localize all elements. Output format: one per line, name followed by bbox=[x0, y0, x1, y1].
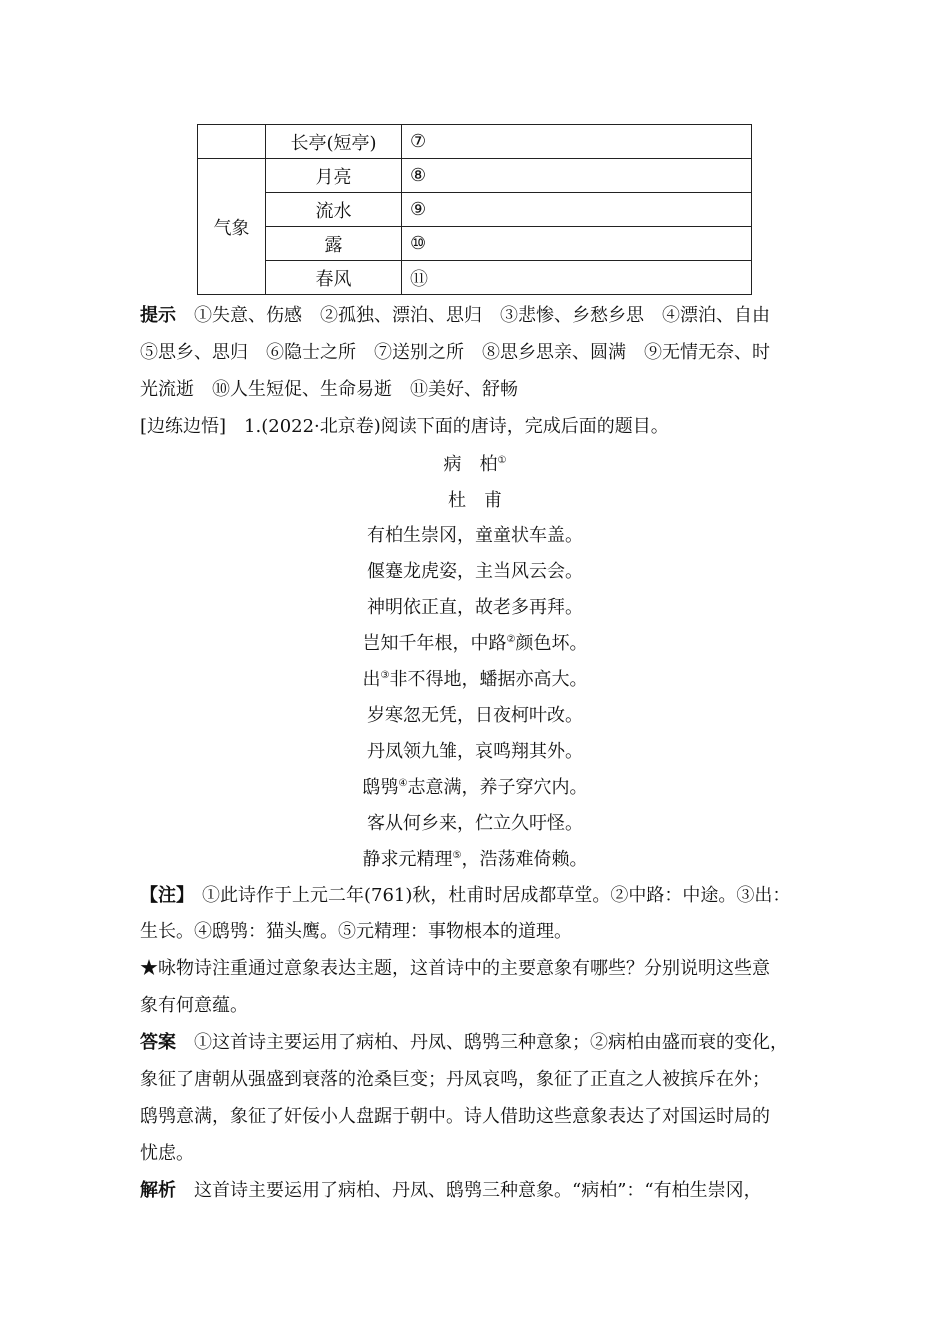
answer-line-4: 忧虑。 bbox=[140, 1143, 194, 1164]
hint-text: ①失意、伤感 ②孤独、漂泊、思归 ③悲惨、乡愁乡思 ④漂泊、自由 bbox=[194, 305, 770, 326]
hint-line-2: ⑤思乡、思归 ⑥隐士之所 ⑦送别之所 ⑧思乡思亲、圆满 ⑨无情无奈、时 bbox=[140, 342, 770, 363]
table-row bbox=[198, 159, 752, 193]
table-row bbox=[198, 193, 752, 227]
question-line-1: ★咏物诗注重通过意象表达主题，这首诗中的主要意象有哪些？分别说明这些意 bbox=[140, 958, 770, 979]
table-answer-cell: ⑨ bbox=[402, 193, 752, 227]
poem-line: 出③非不得地，蟠据亦高大。 bbox=[362, 669, 588, 690]
table-row bbox=[198, 261, 752, 295]
table-item-cell: 春风 bbox=[266, 261, 402, 295]
footnote-marker: ③ bbox=[380, 670, 390, 681]
poem-line: 静求元精理⑤，浩荡难倚赖。 bbox=[362, 849, 588, 870]
hint-label: 提示 bbox=[140, 305, 176, 326]
notes-label: 【注】 bbox=[140, 885, 194, 906]
answer-line-2: 象征了唐朝从强盛到衰落的沧桑巨变；丹凤哀鸣，象征了正直之人被摈斥在外； bbox=[140, 1069, 770, 1090]
poem-line: 岁寒忽无凭，日夜柯叶改。 bbox=[367, 705, 583, 726]
table-item-cell: 长亭(短亭) bbox=[266, 125, 402, 159]
poem-title bbox=[140, 447, 810, 483]
analysis-label: 解析 bbox=[140, 1180, 176, 1201]
poem-author: 杜 甫 bbox=[448, 490, 502, 511]
analysis-line-1: 解析 这首诗主要运用了病柏、丹凤、鸱鸮三种意象。“病柏”：“有柏生崇冈， bbox=[140, 1180, 762, 1201]
table-item-cell: 露 bbox=[266, 227, 402, 261]
imagery-table bbox=[197, 124, 752, 295]
hint-line-1 bbox=[140, 298, 830, 334]
footnote-marker: ② bbox=[506, 634, 516, 645]
table-answer-cell: ⑦ bbox=[402, 125, 752, 159]
exercise-text: 1.(2022·北京卷)阅读下面的唐诗，完成后面的题目。 bbox=[244, 416, 669, 437]
poem-title-note: ① bbox=[497, 455, 507, 466]
poem-title-text: 病 柏 bbox=[443, 454, 498, 475]
answer-line-1: 答案 ①这首诗主要运用了病柏、丹凤、鸱鸮三种意象；②病柏由盛而衰的变化， bbox=[140, 1032, 788, 1053]
poem-line: 有柏生崇冈，童童状车盖。 bbox=[367, 525, 583, 546]
poem-line: 岂知千年根，中路②颜色坏。 bbox=[362, 633, 588, 654]
poem-line: 鸱鸮④志意满，养子穿穴内。 bbox=[362, 777, 588, 798]
table-answer-cell: ⑪ bbox=[402, 261, 752, 295]
exercise-label: [边练边悟] bbox=[140, 416, 227, 437]
table-row bbox=[198, 227, 752, 261]
table-category-cell: 气象 bbox=[198, 159, 266, 295]
table-item-cell: 月亮 bbox=[266, 159, 402, 193]
notes-line-2: 生长。④鸱鸮：猫头鹰。⑤元精理：事物根本的道理。 bbox=[140, 921, 572, 942]
table-row bbox=[198, 125, 752, 159]
table-item-cell: 流水 bbox=[266, 193, 402, 227]
poem-line: 丹凤领九雏，哀鸣翔其外。 bbox=[367, 741, 583, 762]
table-answer-cell: ⑩ bbox=[402, 227, 752, 261]
notes-line-1: 【注】 ①此诗作于上元二年(761)秋，杜甫时居成都草堂。②中路：中途。③出： bbox=[140, 885, 791, 906]
question-line-2: 象有何意蕴。 bbox=[140, 995, 248, 1016]
poem-line: 客从何乡来，伫立久吁怪。 bbox=[367, 813, 583, 834]
poem-line: 偃蹇龙虎姿，主当风云会。 bbox=[367, 561, 583, 582]
footnote-marker: ⑤ bbox=[452, 850, 462, 861]
answer-line-3: 鸱鸮意满，象征了奸佞小人盘踞于朝中。诗人借助这些意象表达了对国运时局的 bbox=[140, 1106, 770, 1127]
footnote-marker: ④ bbox=[398, 778, 408, 789]
hint-line-3: 光流逝 ⑩人生短促、生命易逝 ⑪美好、舒畅 bbox=[140, 379, 518, 400]
answer-label: 答案 bbox=[140, 1032, 176, 1053]
poem-line: 神明依正直，故老多再拜。 bbox=[367, 597, 583, 618]
exercise-heading bbox=[140, 409, 830, 445]
table-category-cell bbox=[198, 125, 266, 159]
table-answer-cell: ⑧ bbox=[402, 159, 752, 193]
